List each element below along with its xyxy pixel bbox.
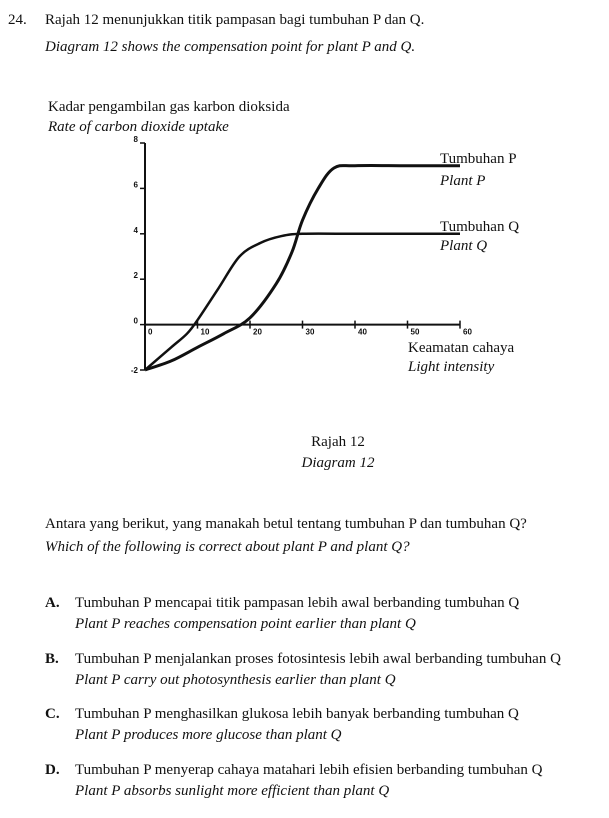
option-text-ms: Tumbuhan P mencapai titik pampasan lebih awal berbanding tumbuhan Q bbox=[75, 595, 520, 611]
option-text-en: Plant P reaches compensation point earlier than plant Q bbox=[75, 616, 416, 632]
question-stem-en: Diagram 12 shows the compensation point for plant P and Q. bbox=[45, 39, 416, 55]
prompt-en: Which of the following is correct about plant P and plant Q? bbox=[45, 539, 410, 555]
x-axis-label-en: Light intensity bbox=[408, 359, 495, 375]
y-tick-label: -2 bbox=[130, 366, 138, 375]
y-tick-label: 0 bbox=[133, 316, 138, 326]
series-label-q-ms: Tumbuhan Q bbox=[440, 219, 520, 235]
x-tick-label: 50 bbox=[410, 327, 420, 337]
option-letter: B. bbox=[45, 651, 59, 667]
question-number: 24. bbox=[8, 12, 27, 28]
option-letter: D. bbox=[45, 762, 60, 778]
option-text-en: Plant P produces more glucose than plant Q bbox=[75, 727, 342, 743]
series-label-p-en: Plant P bbox=[440, 173, 486, 189]
option-text-ms: Tumbuhan P menghasilkan glukosa lebih banyak berbanding tumbuhan Q bbox=[75, 706, 519, 722]
y-tick-label: 8 bbox=[133, 135, 138, 144]
diagram-caption-en: Diagram 12 bbox=[301, 455, 375, 471]
question-stem-ms: Rajah 12 menunjukkan titik pampasan bagi tumbuhan P dan Q. bbox=[45, 12, 425, 28]
y-tick-label: 4 bbox=[133, 225, 138, 235]
x-tick-label: 10 bbox=[200, 327, 210, 337]
option-letter: C. bbox=[45, 706, 60, 722]
y-tick-label: 2 bbox=[133, 271, 138, 281]
x-tick-label: 20 bbox=[253, 327, 262, 337]
y-tick-label: 6 bbox=[133, 180, 138, 190]
option-text-en: Plant P absorbs sunlight more efficient than plant Q bbox=[75, 783, 390, 799]
series-label-q-en: Plant Q bbox=[440, 238, 488, 254]
y-axis-label-en: Rate of carbon dioxide uptake bbox=[48, 119, 229, 135]
x-tick-label: 0 bbox=[148, 327, 153, 337]
option-letter: A. bbox=[45, 595, 60, 611]
diagram-caption-ms: Rajah 12 bbox=[311, 434, 365, 450]
x-tick-label: 60 bbox=[463, 327, 472, 337]
option-text-ms: Tumbuhan P menyerap cahaya matahari lebih efisien berbanding tumbuhan Q bbox=[75, 762, 543, 778]
y-axis-label-ms: Kadar pengambilan gas karbon dioksida bbox=[48, 99, 290, 115]
option-text-en: Plant P carry out photosynthesis earlier than plant Q bbox=[75, 672, 396, 688]
x-axis-label-ms: Keamatan cahaya bbox=[408, 340, 515, 356]
x-tick-label: 30 bbox=[305, 327, 315, 337]
x-tick-label: 40 bbox=[358, 327, 367, 337]
series-label-p-ms: Tumbuhan P bbox=[440, 151, 517, 167]
option-text-ms: Tumbuhan P menjalankan proses fotosintesis lebih awal berbanding tumbuhan Q bbox=[75, 651, 561, 667]
prompt-ms: Antara yang berikut, yang manakah betul tentang tumbuhan P dan tumbuhan Q? bbox=[45, 516, 527, 532]
